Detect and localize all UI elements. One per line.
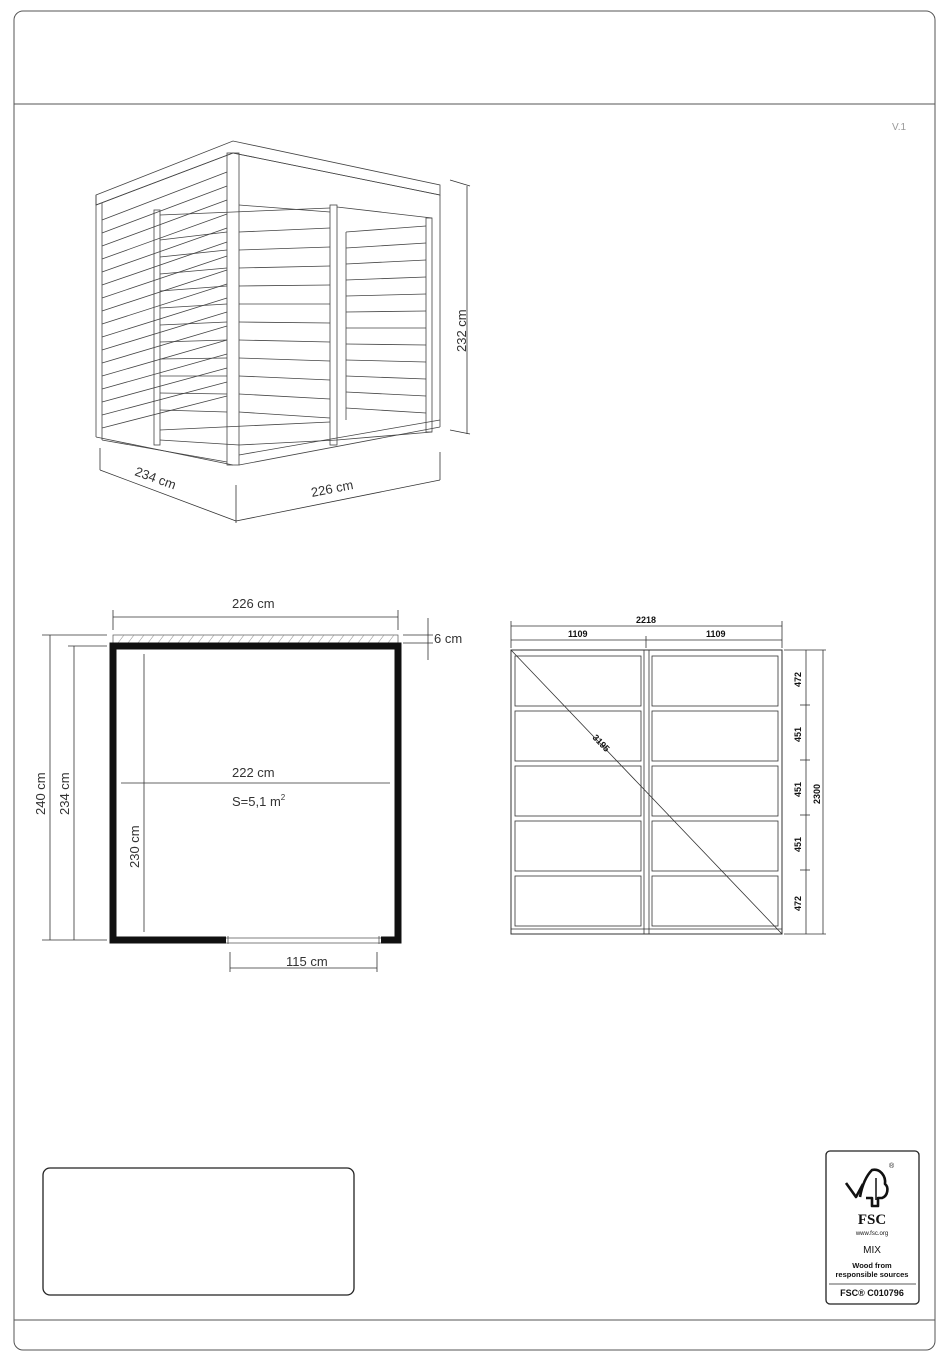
height-dimension-label: 232 cm — [454, 309, 469, 352]
left-wall-slats — [102, 172, 227, 428]
floor-plan-dimensions — [42, 610, 433, 972]
roof-total-depth-label: 2300 — [812, 783, 822, 804]
fsc-mix: MIX — [863, 1245, 881, 1256]
inner-width-label: 222 cm — [232, 765, 275, 780]
roof-total-width-label: 2218 — [636, 615, 657, 625]
inner-depth-label: 230 cm — [127, 825, 142, 868]
roof-row-4-label: 451 — [793, 836, 803, 852]
pavilion-perspective — [96, 141, 440, 465]
roof-row-3-label: 451 — [793, 781, 803, 797]
depth-label: 234 cm — [57, 772, 72, 815]
opening-width-label: 115 cm — [286, 954, 328, 969]
roof-row-1-label: 472 — [793, 671, 803, 687]
overhang-label: 6 cm — [434, 631, 463, 646]
roof-diagonal-label: 3195 — [590, 732, 612, 754]
roof-panels — [515, 656, 778, 926]
floor-plan — [113, 635, 398, 944]
fsc-registered-mark: ® — [889, 1163, 895, 1170]
width-dimension-label: 226 cm — [309, 477, 355, 500]
fsc-brand: FSC — [857, 1212, 887, 1228]
fsc-license-code: FSC® C010796 — [840, 1288, 904, 1298]
notes-box — [43, 1168, 354, 1295]
roof-row-5-label: 472 — [793, 895, 803, 911]
roof-layout — [511, 650, 782, 934]
fsc-certification-badge — [826, 1151, 919, 1304]
outer-depth-label: 240 cm — [33, 772, 48, 815]
roof-row-2-label: 451 — [793, 726, 803, 742]
right-wall-slats — [346, 226, 426, 420]
depth-dimension-label: 234 cm — [132, 463, 179, 493]
roof-half-left-label: 1109 — [568, 629, 588, 639]
fsc-desc-line2: responsible sources — [835, 1270, 909, 1279]
roof-half-right-label: 1109 — [706, 629, 726, 639]
outer-width-label: 226 cm — [232, 596, 275, 611]
area-label: S=5,1 $m^2$ — [232, 793, 286, 809]
version-label: V.1 — [892, 122, 907, 133]
fsc-desc-line1: Wood from — [852, 1261, 892, 1270]
fsc-url: www.fsc.org — [855, 1231, 889, 1237]
roof-dimensions — [511, 621, 826, 934]
